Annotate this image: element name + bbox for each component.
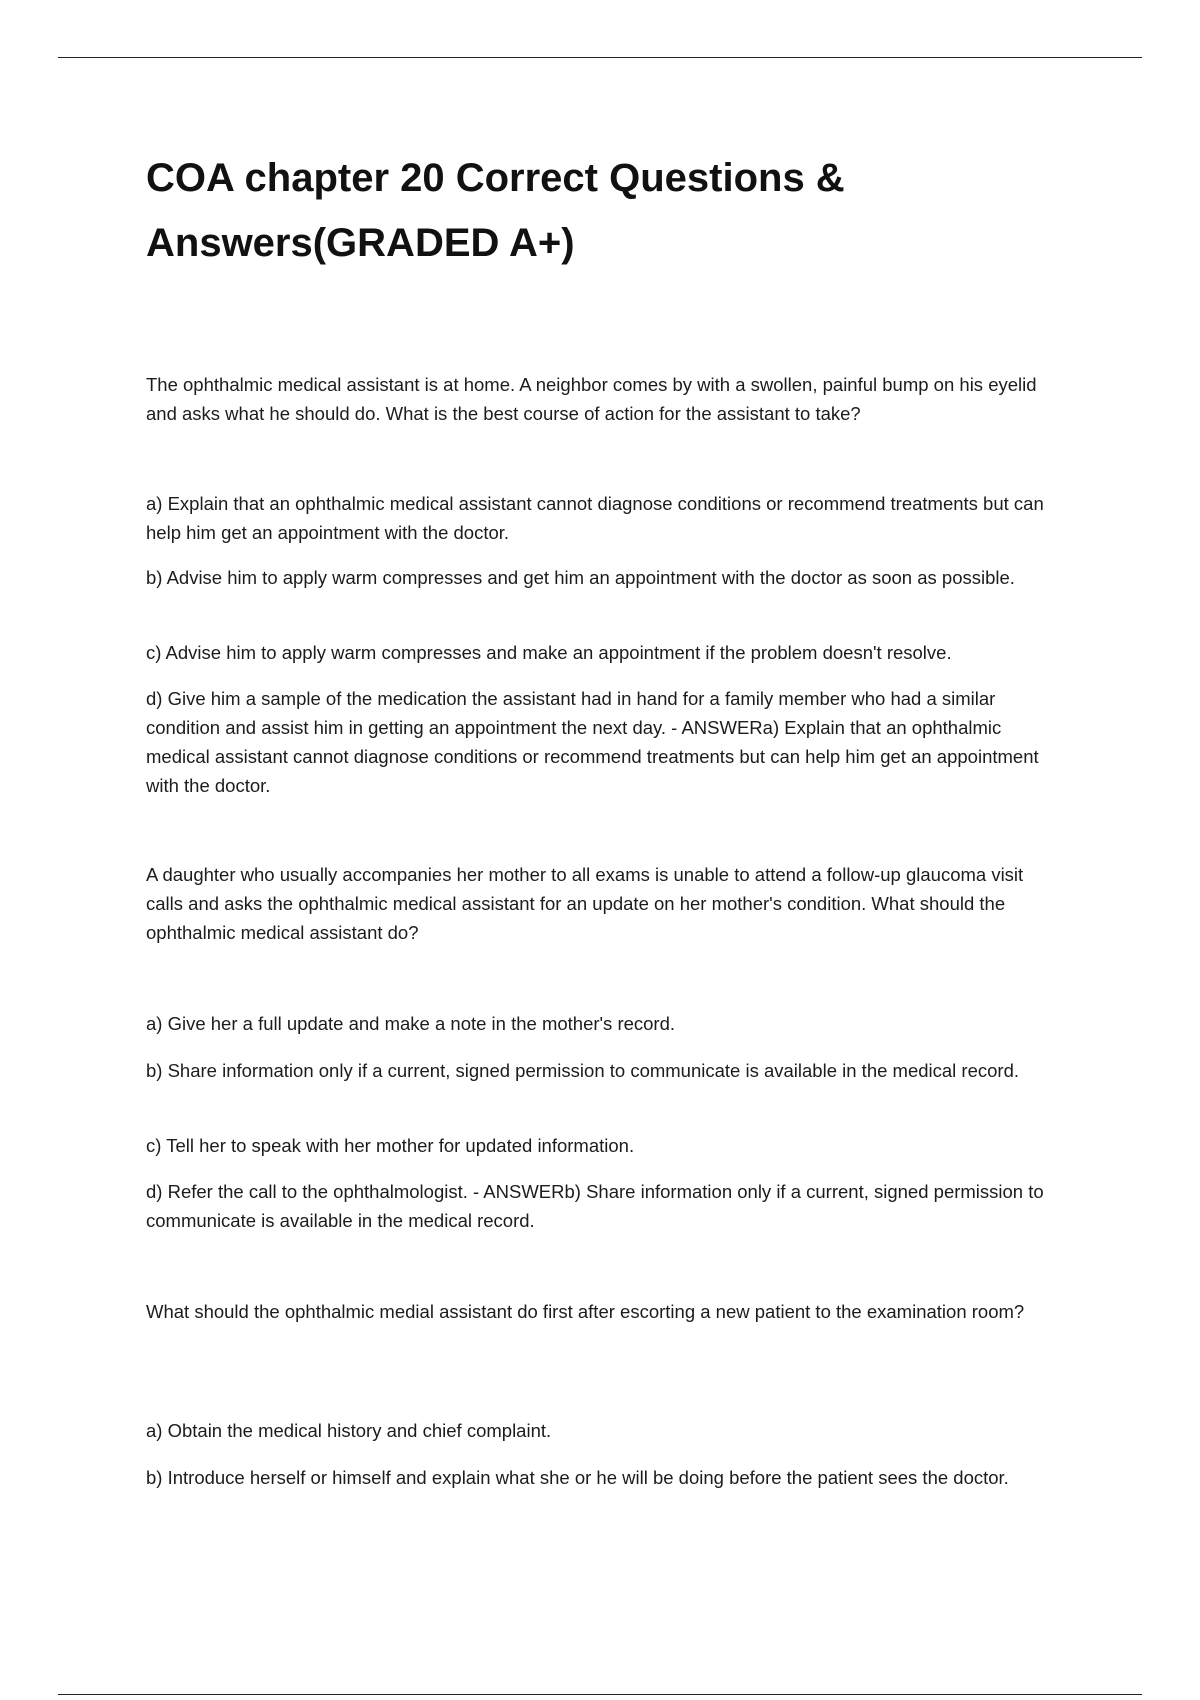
question-3-prompt: What should the ophthalmic medial assistant do first after escorting a new patient to the examination room? [146,1301,1025,1322]
question-2-prompt: A daughter who usually accompanies her mother to all exams is unable to attend a follow-up glaucoma visit calls and asks the ophthalmic medical assistant for an update on her mother's condition. What should the ophthalmic medical assistant do? [146,864,1024,943]
document-title-line-2: Answers(GRADED A+) [146,221,575,265]
question-2-option-b: b) Share information only if a current, signed permission to communicate is available in the medical record. [146,1060,1019,1081]
question-1-option-b: b) Advise him to apply warm compresses and get him an appointment with the doctor as soon as possible. [146,567,1015,588]
question-1-option-c: c) Advise him to apply warm compresses and make an appointment if the problem doesn't resolve. [146,642,952,663]
question-3-option-b: b) Introduce herself or himself and explain what she or he will be doing before the patient sees the doctor. [146,1467,1009,1488]
top-rule [58,57,1142,58]
question-1-option-d-answer: d) Give him a sample of the medication the assistant had in hand for a family member who had a similar condition and assist him in getting an appointment the next day. - ANSWERa) Explain that an ophthalmic medical assistant cannot diagnose conditions or recommend treatments but can help him get an appointment with the doctor. [146,688,1039,796]
question-3-option-a: a) Obtain the medical history and chief complaint. [146,1420,552,1441]
question-2-option-d-answer: d) Refer the call to the ophthalmologist. - ANSWERb) Share information only if a current, signed permission to communicate is available in the medical record. [146,1181,1044,1231]
bottom-rule [58,1694,1142,1695]
question-1-option-a: a) Explain that an ophthalmic medical assistant cannot diagnose conditions or recommend treatments but can help him get an appointment with the doctor. [146,493,1044,543]
question-1-prompt: The ophthalmic medical assistant is at home. A neighbor comes by with a swollen, painful bump on his eyelid and asks what he should do. What is the best course of action for the assistant to take? [146,374,1037,424]
document-title-line-1: COA chapter 20 Correct Questions & [146,156,845,200]
document-title [146,146,1046,276]
question-2-option-a: a) Give her a full update and make a note in the mother's record. [146,1013,676,1034]
question-2-option-c: c) Tell her to speak with her mother for updated information. [146,1135,635,1156]
